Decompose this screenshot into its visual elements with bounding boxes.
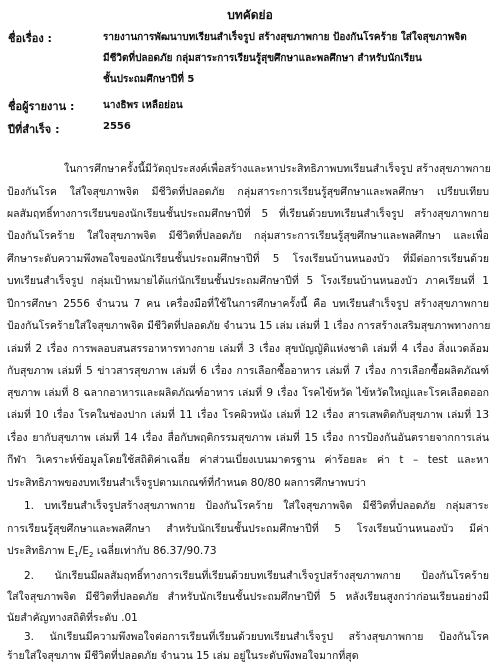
author-name: นางธิพร เหลือย่อน bbox=[103, 100, 183, 111]
abstract-line: เรื่อง ยากับสุขภาพ เล่มที่ 14 เรื่อง สื่อกับพฤติกรรมสุขภาพ เล่มที่ 15 เรื่อง การป้องกันอันตรายจากการเล่น bbox=[7, 432, 489, 444]
finding-3-line-2: ร้ายใส่ใจสุขภาพ มีชีวิตที่ปลอดภัย จำนวน 15 เล่ม อยู่ในระดับพึงพอใจมากที่สุด bbox=[7, 650, 359, 662]
finding-1-line-2: การเรียนรู้สุขศึกษาและพลศึกษา สำหรับนักเรียนชั้นประถมศึกษาปีที่ 5 โรงเรียนบ้านหนองบัว มีค่า bbox=[7, 523, 489, 535]
abstract-line: กีฬา วิเคราะห์ข้อมูลโดยใช้สถิติค่าเฉลี่ย ค่าส่วนเบี่ยงเบนมาตรฐาน ค่าร้อยละ ค่า t – test และหา bbox=[7, 454, 489, 466]
abstract-line: ผลสัมฤทธิ์ทางการเรียนของนักเรียนชั้นประถมศึกษาปีที่ 5 ที่เรียนด้วยบทเรียนสำเร็จรูป สร้างสุขภาพกาย bbox=[7, 208, 489, 220]
year-value: 2556 bbox=[103, 121, 131, 132]
abstract-line: ปีการศึกษา 2556 จำนวน 7 คน เครื่องมือที่ใช้ในการศึกษาครั้งนี้ คือ บทเรียนสำเร็จรูป สร้างสุขภาพกาย bbox=[7, 298, 489, 310]
topic-line-1: รายงานการพัฒนาบทเรียนสำเร็จรูป สร้างสุขภาพกาย ป้องกันโรคร้าย ใส่ใจสุขภาพจิต bbox=[103, 32, 467, 43]
abstract-line: ป้องกันโรคร้ายใส่ใจสุขภาพจิต มีชีวิตที่ปลอดภัย จำนวน 15 เล่ม เล่มที่ 1 เรื่อง การสร้างเสริมสุขภาพทางกาย bbox=[7, 320, 491, 332]
abstract-line: เล่มที่ 2 เรื่อง การพลอบสนสรรอาหารทางกาย เล่มที่ 3 เรื่อง สุขบัญญัติแห่งชาติ เล่มที่ 4 เรื่อง สิ่งแวดล้อม bbox=[7, 343, 489, 355]
efficiency-prefix: ประสิทธิภาพ E bbox=[7, 545, 75, 557]
efficiency-slash: /E bbox=[78, 545, 90, 557]
efficiency-sub-2: 2 bbox=[89, 551, 94, 560]
abstract-line: เล่มที่ 10 เรื่อง โรคในช่องปาก เล่มที่ 11 เรื่อง โรคผิวหนัง เล่มที่ 12 เรื่อง สารเสพติดกับสุขภาพ เล่มที่ 13 bbox=[7, 409, 489, 421]
finding-1-line-1: 1. บทเรียนสำเร็จรูปสร้างสุขภาพกาย ป้องกันโรคร้าย ใส่ใจสุขภาพจิต มีชีวิตที่ปลอดภัย กลุ่มสาระ bbox=[24, 500, 489, 512]
topic-line-3: ชั้นประถมศึกษาปีที่ 5 bbox=[103, 74, 195, 85]
efficiency-suffix: เฉลี่ยเท่ากับ 86.37/90.73 bbox=[93, 545, 217, 557]
abstract-line: บทเรียนสำเร็จรูป กลุ่มเป้าหมายได้แก่นักเรียนชั้นประถมศึกษาปีที่ 5 โรงเรียนบ้านหนองบัว ภาคเรียนที่ 1 bbox=[7, 275, 489, 287]
efficiency-sub-1: 1 bbox=[74, 551, 79, 560]
abstract-line: ในการศึกษาครั้งนี้มีวัตถุประสงค์เพื่อสร้างและหาประสิทธิภาพบทเรียนสำเร็จรูป สร้างสุขภาพกาย bbox=[64, 163, 491, 175]
abstract-line: กับสุขภาพ เล่มที่ 5 ข่าวสารสุขภาพ เล่มที่ 6 เรื่อง การเลือกซื้ออาหาร เล่มที่ 7 เรื่อง การเลือกซื้อผลิตภัณฑ์ bbox=[7, 365, 489, 377]
author-label: ชื่อผู้รายงาน : bbox=[8, 100, 75, 113]
abstract-line: ป้องกันโรค ใส่ใจสุขภาพจิต มีชีวิตที่ปลอดภัย กลุ่มสาระการเรียนรู้สุขศึกษาและพลศึกษา เปรียบเทียบ bbox=[7, 186, 489, 198]
finding-3-line-1: 3. นักเรียนมีความพึงพอใจต่อการเรียนที่เรียนด้วยบทเรียนสำเร็จรูป สร้างสุขภาพกาย ป้องกันโรค bbox=[24, 631, 489, 643]
year-label: ปีที่สำเร็จ : bbox=[8, 123, 60, 136]
finding-2-line-1: 2. นักเรียนมีผลสัมฤทธิ์ทางการเรียนที่เรียนด้วยบทเรียนสำเร็จรูปสร้างสุขภาพกาย ป้องกันโรคร้าย bbox=[24, 570, 489, 582]
topic-label: ชื่อเรื่อง : bbox=[8, 32, 52, 45]
finding-2-line-3: นัยสำคัญทางสถิติที่ระดับ .01 bbox=[7, 612, 138, 624]
page-title: บทคัดย่อ bbox=[227, 8, 273, 22]
topic-line-2: มีชีวิตที่ปลอดภัย กลุ่มสาระการเรียนรู้สุขศึกษาและพลศึกษา สำหรับนักเรียน bbox=[103, 53, 422, 64]
finding-1-efficiency bbox=[7, 542, 217, 559]
abstract-line: สุขภาพ เล่มที่ 8 ฉลากอาหารและผลิตภัณฑ์อาหาร เล่มที่ 9 เรื่อง โรคไข้หวัด ไข้หวัดใหญ่และโรคเลือดออก bbox=[7, 387, 489, 399]
abstract-line: ประสิทธิภาพของบทเรียนสำเร็จรูปตามเกณฑ์ที่กำหนด 80/80 ผลการศึกษาพบว่า bbox=[7, 477, 366, 489]
abstract-line: ป้องกันโรคร้าย ใส่ใจสุขภาพจิต มีชีวิตที่ปลอดภัย กลุ่มสาระการเรียนรู้สุขศึกษาและพลศึกษา และเพื่อ bbox=[7, 230, 489, 242]
finding-2-line-2: ใส่ใจสุขภาพจิต มีชีวิตที่ปลอดภัย สำหรับนักเรียนชั้นประถมศึกษาปีที่ 5 หลังเรียนสูงกว่าก่อนเรียนอย่างมี bbox=[7, 591, 489, 603]
abstract-line: ศึกษาระดับความพึงพอใจของนักเรียนชั้นประถมศึกษาปีที่ 5 โรงเรียนบ้านหนองบัว ที่มีต่อการเรียนด้วย bbox=[7, 253, 489, 265]
